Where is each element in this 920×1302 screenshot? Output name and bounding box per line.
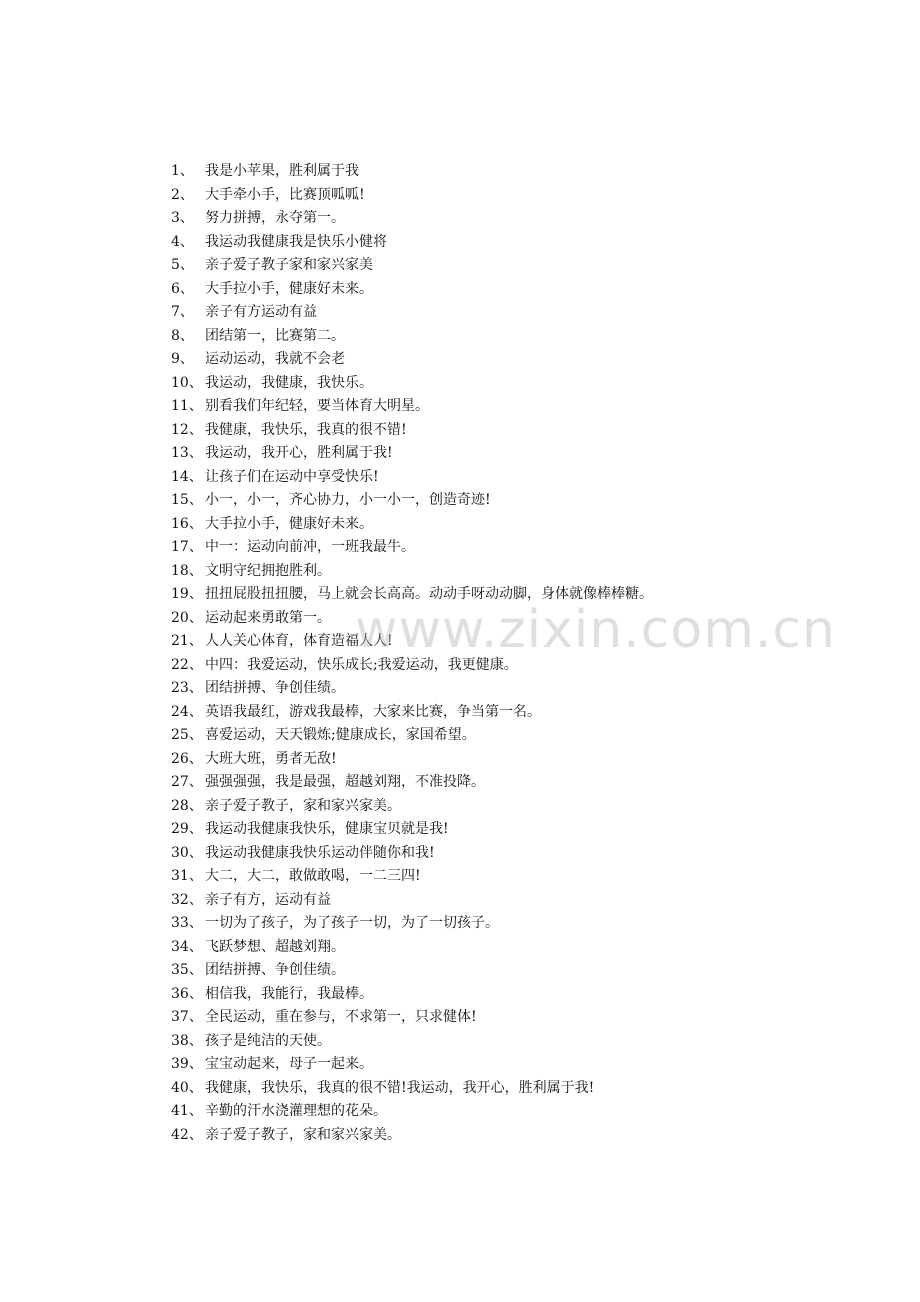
- slogan-item: [171, 1100, 871, 1124]
- slogan-number: 37、: [171, 1009, 203, 1025]
- slogan-number: 3、: [171, 210, 194, 226]
- slogan-item: [171, 583, 871, 607]
- slogan-number: 10、: [171, 374, 203, 391]
- slogan-number: 20、: [171, 609, 203, 626]
- slogan-number: 15、: [171, 492, 203, 508]
- slogan-item: [171, 160, 871, 184]
- slogan-item: [171, 489, 871, 513]
- slogan-number: 38、: [171, 1032, 203, 1049]
- slogan-item: [171, 184, 871, 208]
- slogan-text: 我运动，我健康，我快乐。: [205, 374, 373, 391]
- slogan-text: 我运动我健康我是快乐小健将: [205, 233, 387, 250]
- slogan-item: [171, 372, 871, 396]
- slogan-text: 亲子有方运动有益: [205, 304, 317, 320]
- slogan-item: [171, 771, 871, 795]
- slogan-item: [171, 254, 871, 278]
- slogan-number: 9、: [171, 351, 194, 367]
- slogan-item: [171, 936, 871, 960]
- slogan-item: [171, 818, 871, 842]
- slogan-number: 26、: [171, 750, 203, 767]
- slogan-text: 亲子爱子教子，家和家兴家美。: [205, 797, 401, 814]
- slogan-item: [171, 748, 871, 772]
- slogan-item: [171, 1053, 871, 1077]
- slogan-number: 23、: [171, 680, 203, 696]
- slogan-text: 大手拉小手，健康好未来。: [205, 515, 373, 532]
- slogan-number: 25、: [171, 727, 203, 743]
- slogan-number: 12、: [171, 421, 203, 438]
- slogan-number: 29、: [171, 821, 203, 837]
- slogan-number: 8、: [171, 327, 194, 344]
- slogan-item: [171, 1030, 871, 1054]
- slogan-number: 41、: [171, 1103, 203, 1119]
- slogan-item: [171, 795, 871, 819]
- slogan-text: 文明守纪拥抱胜利。: [205, 562, 331, 579]
- slogan-number: 13、: [171, 445, 203, 461]
- slogan-item: [171, 677, 871, 701]
- slogan-number: 19、: [171, 586, 203, 602]
- slogan-text: 大二，大二，敢做敢喝，一二三四!: [205, 868, 421, 884]
- slogan-item: [171, 348, 871, 372]
- slogan-text: 辛勤的汗水浇灌理想的花朵。: [205, 1103, 387, 1119]
- slogan-number: 16、: [171, 515, 203, 532]
- slogan-item: [171, 630, 871, 654]
- slogan-item: [171, 278, 871, 302]
- slogan-item: [171, 395, 871, 419]
- slogan-text: 我健康，我快乐，我真的很不错!: [205, 421, 407, 438]
- slogan-item: [171, 607, 871, 631]
- slogan-item: [171, 207, 871, 231]
- slogan-number: 14、: [171, 468, 203, 485]
- slogan-text: 团结拼搏、争创佳绩。: [205, 680, 345, 696]
- slogan-number: 1、: [171, 163, 194, 179]
- slogan-text: 强强强强，我是最强，超越刘翔，不准投降。: [205, 774, 485, 790]
- slogan-number: 36、: [171, 985, 203, 1002]
- slogan-text: 英语我最红，游戏我最棒，大家来比赛，争当第一名。: [205, 703, 541, 720]
- slogan-number: 2、: [171, 186, 194, 203]
- slogan-text: 我运动我健康我快乐，健康宝贝就是我!: [205, 821, 449, 837]
- slogan-item: [171, 959, 871, 983]
- slogan-number: 40、: [171, 1079, 203, 1096]
- slogan-text: 团结第一，比赛第二。: [205, 327, 345, 344]
- slogan-number: 33、: [171, 915, 203, 931]
- slogan-number: 18、: [171, 562, 203, 579]
- slogan-text: 相信我，我能行，我最棒。: [205, 985, 373, 1002]
- slogan-number: 34、: [171, 938, 203, 955]
- slogan-text: 大手牵小手，比赛顶呱呱!: [205, 186, 365, 203]
- slogan-item: [171, 560, 871, 584]
- slogan-text: 飞跃梦想、超越刘翔。: [205, 938, 345, 955]
- slogan-text: 大手拉小手，健康好未来。: [205, 280, 373, 297]
- slogan-text: 我是小苹果，胜利属于我: [205, 163, 359, 179]
- slogan-item: [171, 654, 871, 678]
- slogan-item: [171, 301, 871, 325]
- slogan-item: [171, 889, 871, 913]
- slogan-text: 别看我们年纪轻，要当体育大明星。: [205, 398, 429, 414]
- slogan-item: [171, 419, 871, 443]
- slogan-item: [171, 231, 871, 255]
- slogan-number: 5、: [171, 257, 194, 273]
- slogan-text: 大班大班，勇者无敌!: [205, 750, 337, 767]
- slogan-text: 亲子有方，运动有益: [205, 891, 331, 908]
- watermark-text: www.zixin.com.cn: [355, 600, 836, 660]
- slogan-item: [171, 466, 871, 490]
- slogan-number: 32、: [171, 891, 203, 908]
- slogan-text: 扭扭屁股扭扭腰，马上就会长高高。动动手呀动动脚，身体就像棒棒糖。: [205, 586, 653, 602]
- slogan-item: [171, 536, 871, 560]
- slogan-number: 30、: [171, 844, 203, 861]
- slogan-text: 宝宝动起来，母子一起来。: [205, 1056, 373, 1072]
- slogan-text: 亲子爱子教子，家和家兴家美。: [205, 1126, 401, 1143]
- slogan-item: [171, 983, 871, 1007]
- slogan-list: [171, 160, 871, 1147]
- slogan-number: 28、: [171, 797, 203, 814]
- slogan-item: [171, 325, 871, 349]
- slogan-text: 让孩子们在运动中享受快乐!: [205, 468, 379, 485]
- slogan-item: [171, 1077, 871, 1101]
- slogan-number: 17、: [171, 539, 203, 555]
- slogan-text: 运动起来勇敢第一。: [205, 609, 331, 626]
- slogan-number: 39、: [171, 1056, 203, 1072]
- slogan-number: 7、: [171, 304, 194, 320]
- slogan-text: 人人关心体育，体育造福人人!: [205, 633, 393, 649]
- slogan-item: [171, 724, 871, 748]
- slogan-text: 全民运动，重在参与，不求第一，只求健体!: [205, 1009, 477, 1025]
- slogan-number: 11、: [171, 398, 203, 414]
- slogan-number: 24、: [171, 703, 203, 720]
- slogan-item: [171, 1006, 871, 1030]
- slogan-number: 6、: [171, 280, 194, 297]
- slogan-number: 21、: [171, 633, 203, 649]
- slogan-text: 小一，小一，齐心协力，小一小一，创造奇迹!: [205, 492, 491, 508]
- slogan-text: 一切为了孩子，为了孩子一切，为了一切孩子。: [205, 915, 499, 931]
- slogan-number: 4、: [171, 233, 194, 250]
- slogan-number: 31、: [171, 868, 203, 884]
- slogan-text: 运动运动，我就不会老: [205, 351, 345, 367]
- slogan-text: 中一：运动向前冲，一班我最牛。: [205, 539, 415, 555]
- slogan-item: [171, 513, 871, 537]
- slogan-number: 35、: [171, 962, 203, 978]
- slogan-text: 我运动，我开心，胜利属于我!: [205, 445, 393, 461]
- slogan-item: [171, 701, 871, 725]
- slogan-text: 喜爱运动，天天锻炼;健康成长，家国希望。: [205, 727, 476, 743]
- slogan-text: 亲子爱子教子家和家兴家美: [205, 257, 373, 273]
- slogan-number: 42、: [171, 1126, 203, 1143]
- slogan-item: [171, 912, 871, 936]
- slogan-text: 孩子是纯洁的天使。: [205, 1032, 331, 1049]
- slogan-text: 我运动我健康我快乐运动伴随你和我!: [205, 844, 435, 861]
- slogan-item: [171, 842, 871, 866]
- slogan-text: 努力拼搏，永夺第一。: [205, 210, 345, 226]
- slogan-number: 27、: [171, 774, 203, 790]
- slogan-text: 团结拼搏、争创佳绩。: [205, 962, 345, 978]
- slogan-item: [171, 442, 871, 466]
- slogan-item: [171, 865, 871, 889]
- slogan-text: 我健康，我快乐，我真的很不错!我运动，我开心，胜利属于我!: [205, 1079, 595, 1096]
- slogan-text: 中四：我爱运动，快乐成长;我爱运动，我更健康。: [205, 656, 518, 673]
- slogan-number: 22、: [171, 656, 203, 673]
- slogan-item: [171, 1124, 871, 1148]
